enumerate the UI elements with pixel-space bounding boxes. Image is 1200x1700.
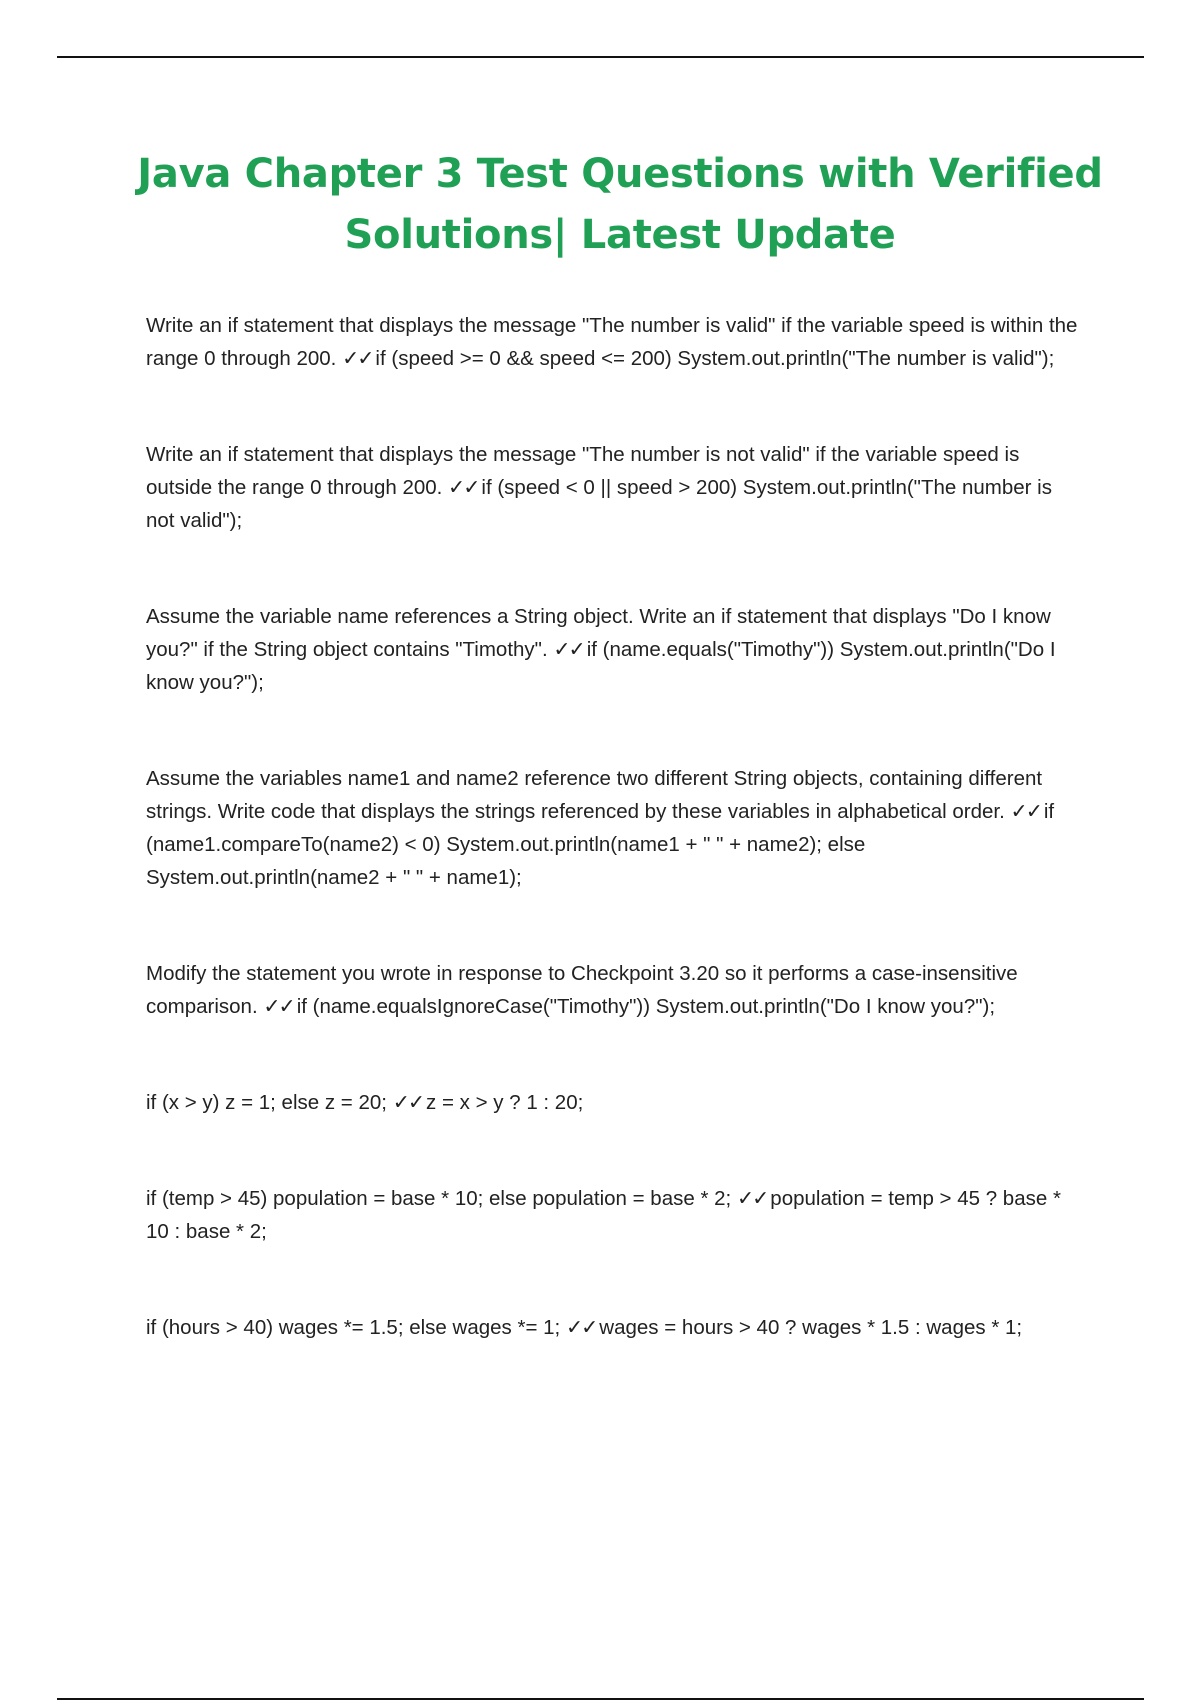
- answer-text: if (name1.compareTo(name2) < 0) System.out.println(name1 + " " + name2); else System.out.println(name2 + " " + name1);: [146, 800, 1055, 889]
- check-icon: ✓✓: [392, 1091, 424, 1114]
- qa-item: [146, 600, 1086, 699]
- check-icon: ✓✓: [263, 995, 294, 1018]
- qa-item: [146, 438, 1086, 537]
- question-text: Write an if statement that displays the message "The number is valid" if the variable speed is within the range 0 through 200.: [146, 314, 1078, 370]
- question-text: Write an if statement that displays the message "The number is not valid" if the variable speed is outside the range 0 through 200.: [146, 443, 1020, 499]
- check-icon: ✓✓: [565, 1316, 597, 1339]
- answer-text: wages = hours > 40 ? wages * 1.5 : wages * 1;: [599, 1316, 1023, 1339]
- check-icon: ✓✓: [553, 638, 584, 661]
- answer-text: z = x > y ? 1 : 20;: [426, 1091, 584, 1114]
- question-text: Assume the variable name references a String object. Write an if statement that displays "Do I know you?" if the String object contains "Timothy".: [146, 605, 1051, 661]
- question-text: Modify the statement you wrote in response to Checkpoint 3.20 so it performs a case-insensitive comparison.: [146, 962, 1018, 1018]
- check-icon: ✓✓: [448, 476, 479, 499]
- header-divider: [57, 56, 1144, 58]
- qa-item: [146, 309, 1086, 375]
- check-icon: ✓✓: [736, 1187, 768, 1210]
- qa-item: [146, 1311, 1086, 1344]
- question-text: if (temp > 45) population = base * 10; else population = base * 2;: [146, 1187, 732, 1210]
- qa-item: [146, 957, 1086, 1023]
- answer-text: if (speed >= 0 && speed <= 200) System.out.println("The number is valid");: [375, 347, 1055, 370]
- question-text: if (hours > 40) wages *= 1.5; else wages *= 1;: [146, 1316, 561, 1339]
- answer-text: if (speed < 0 || speed > 200) System.out.println("The number is not valid");: [146, 476, 1052, 532]
- qa-item: [146, 1182, 1086, 1248]
- qa-item: [146, 762, 1086, 894]
- document-title: Java Chapter 3 Test Questions with Verified Solutions| Latest Update: [137, 151, 1103, 258]
- question-text: Assume the variables name1 and name2 reference two different String objects, containing different strings. Write code that displays the strings referenced by these variables in alphabetical order.: [146, 767, 1043, 823]
- qa-item: [146, 1086, 1086, 1119]
- check-icon: ✓✓: [342, 347, 373, 370]
- check-icon: ✓✓: [1010, 800, 1041, 823]
- answer-text: population = temp > 45 ? base * 10 : base * 2;: [146, 1187, 1061, 1243]
- question-text: if (x > y) z = 1; else z = 20;: [146, 1091, 387, 1114]
- answer-text: if (name.equals("Timothy")) System.out.println("Do I know you?");: [146, 638, 1056, 694]
- answer-text: if (name.equalsIgnoreCase("Timothy")) System.out.println("Do I know you?");: [296, 995, 996, 1018]
- question-list: [146, 309, 1086, 1344]
